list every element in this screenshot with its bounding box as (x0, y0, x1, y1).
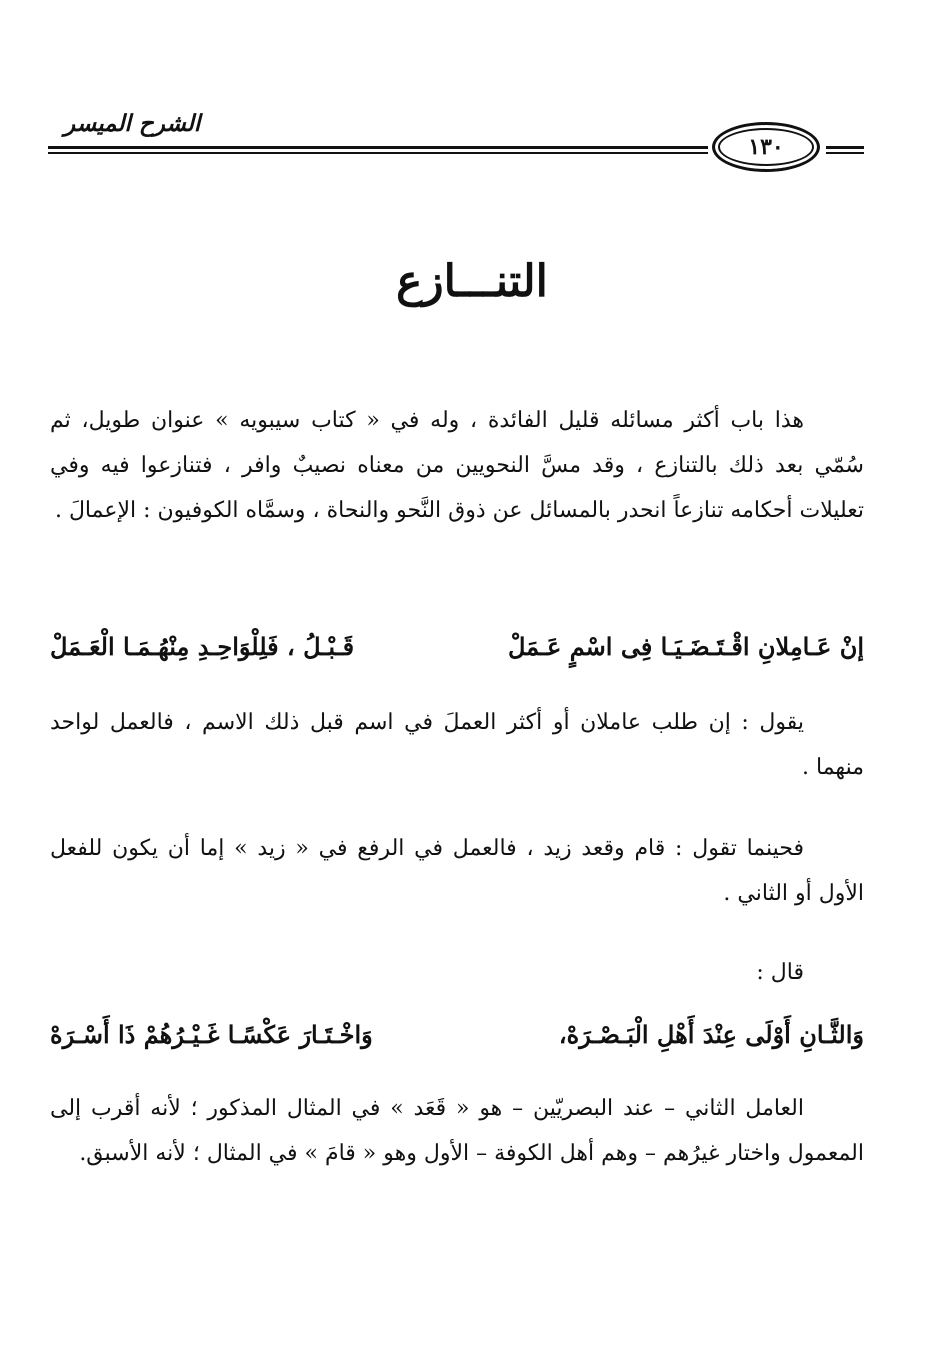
verse-line (50, 632, 864, 661)
header-rule (826, 146, 864, 149)
paragraph: يقول : إن طلب عاملان أو أكثر العملَ في اسم قبل ذلك الاسم ، فالعمل لواحد منهما . (50, 710, 864, 780)
running-title: الشرح الميسر (64, 110, 201, 137)
paragraph-conclusion (50, 1086, 864, 1176)
verse-line (50, 1020, 864, 1049)
paragraph: قال : (756, 960, 804, 985)
verse-first-hemistich: إنْ عَـامِلانِ اقْـتَـضَـيَـا فِى اسْمٍ عَـمَلْ (507, 632, 864, 661)
chapter-title: التنـــازع (396, 256, 548, 307)
verse-first-hemistich: وَالثَّـانِ أَوْلَى عِنْدَ أَهْلِ الْبَـصْـرَهْ، (558, 1020, 864, 1049)
header-rule (826, 152, 864, 154)
header-rule (48, 152, 708, 154)
paragraph-example (50, 826, 864, 916)
verse-second-hemistich: قَـبْـلُ ، فَلِلْوَاحِـدِ مِنْهُـمَـا الْعَـمَلْ (50, 632, 355, 661)
paragraph-qala (50, 950, 864, 995)
header-rule (48, 146, 708, 149)
paragraph: فحينما تقول : قام وقعد زيد ، فالعمل في الرفع في « زيد » إما أن يكون للفعل الأول أو الثاني . (50, 836, 864, 906)
paragraph: هذا باب أكثر مسائله قليل الفائدة ، وله في « كتاب سيبويه » عنوان طويل، ثم سُمّي بعد ذلك بالتنازع ، وقد مسَّ النحويين من معناه نصيبٌ وافر ، فتنازعوا فيه وفي تعليلات أحكامه تنازعاً انحدر بالمسائل عن ذوق النَّحو والنحاة ، وسمَّاه الكوفيون : الإعمالَ . (50, 408, 864, 523)
page-number: ١٣٠ (712, 122, 820, 172)
page-header (48, 108, 864, 178)
paragraph-explanation (50, 700, 864, 790)
paragraph-intro (50, 398, 864, 533)
paragraph: العامل الثاني – عند البصريّين – هو « قَعَد » في المثال المذكور ؛ لأنه أقرب إلى المعمول واختار غيرُهم – وهم أهل الكوفة – الأول وهو « قامَ » في المثال ؛ لأنه الأسبق. (50, 1096, 864, 1166)
verse-second-hemistich: وَاخْـتَـارَ عَكْسًـا غَـيْـرُهُمْ ذَا أَسْـرَهْ (50, 1020, 373, 1049)
